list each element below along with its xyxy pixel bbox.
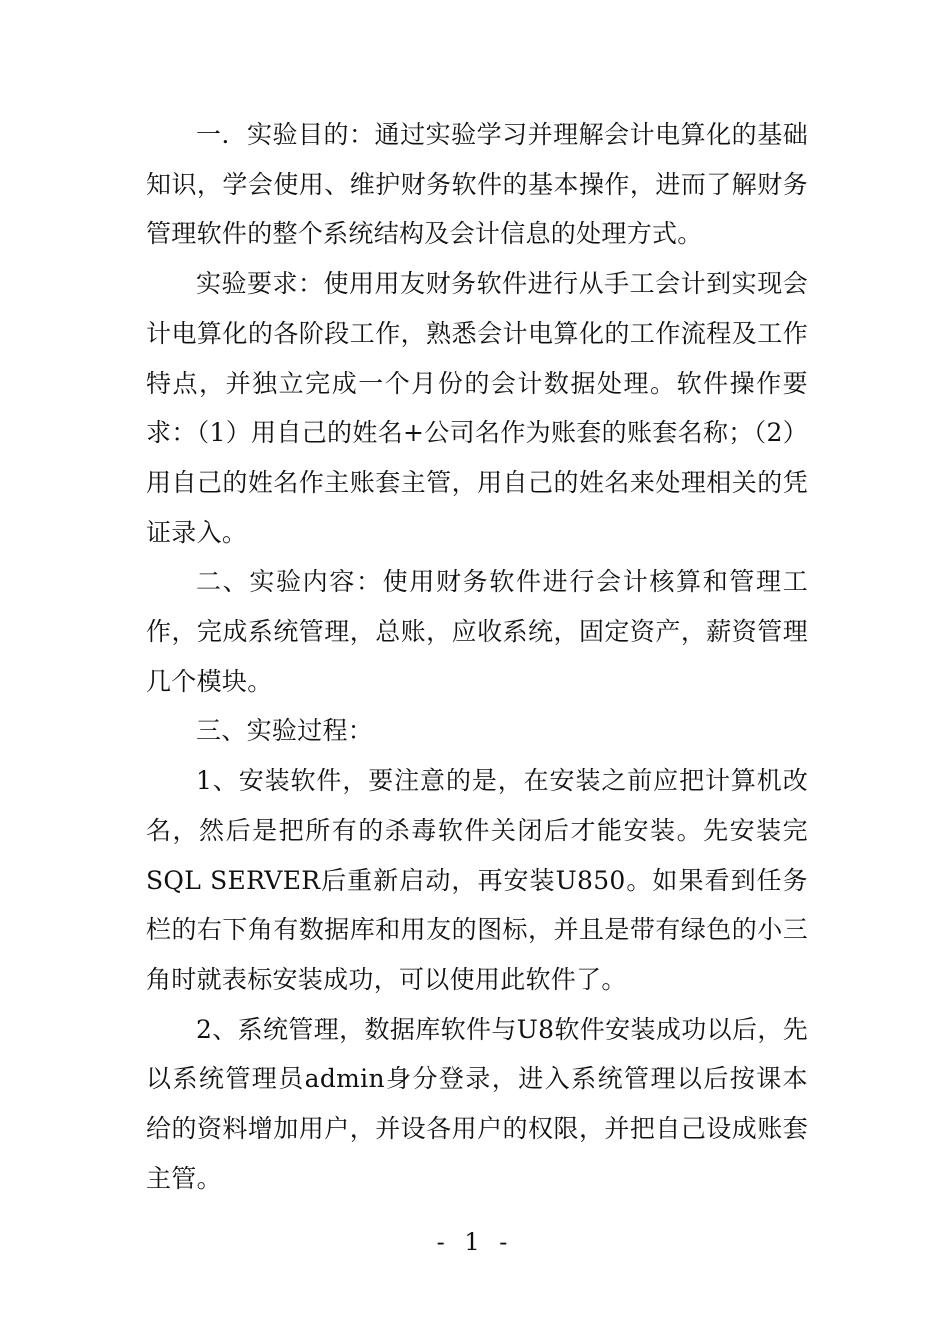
paragraph-experiment-content: 二、实验内容：使用财务软件进行会计核算和管理工作，完成系统管理，总账，应收系统，固定资产，薪资管理几个模块。 (146, 567, 808, 696)
paragraph-experiment-process-heading: 三、实验过程： (196, 716, 374, 746)
paragraph-experiment-purpose: 一．实验目的：通过实验学习并理解会计电算化的基础知识，学会使用、维护财务软件的基本操作，进而了解财务管理软件的整个系统结构及会计信息的处理方式。 (146, 120, 808, 249)
document-body (146, 110, 808, 1203)
page-number: - 1 - (436, 1228, 514, 1256)
paragraph-experiment-requirements: 实验要求：使用用友财务软件进行从手工会计到实现会计电算化的各阶段工作，熟悉会计电算化的工作流程及工作特点，并独立完成一个月份的会计数据处理。软件操作要求：（1）用自己的姓名+公司名作为账套的账套名称；（2） 用自己的姓名作主账套主管，用自己的姓名来处理相关的凭证录入。 (146, 269, 808, 547)
paragraph-step-install-software: 1、安装软件，要注意的是，在安装之前应把计算机改名，然后是把所有的杀毒软件关闭后才能安装。先安装完SQL SERVER后重新启动，再安装U850。如果看到任务栏的右下角有数据库和用友的图标，并且是带有绿色的小三角时就表标安装成功，可以使用此软件了。 (146, 766, 808, 994)
paragraph-step-system-management: 2、系统管理，数据库软件与U8软件安装成功以后，先以系统管理员admin身分登录，进入系统管理以后按课本给的资料增加用户，并设各用户的权限，并把自己设成账套主管。 (146, 1014, 808, 1193)
